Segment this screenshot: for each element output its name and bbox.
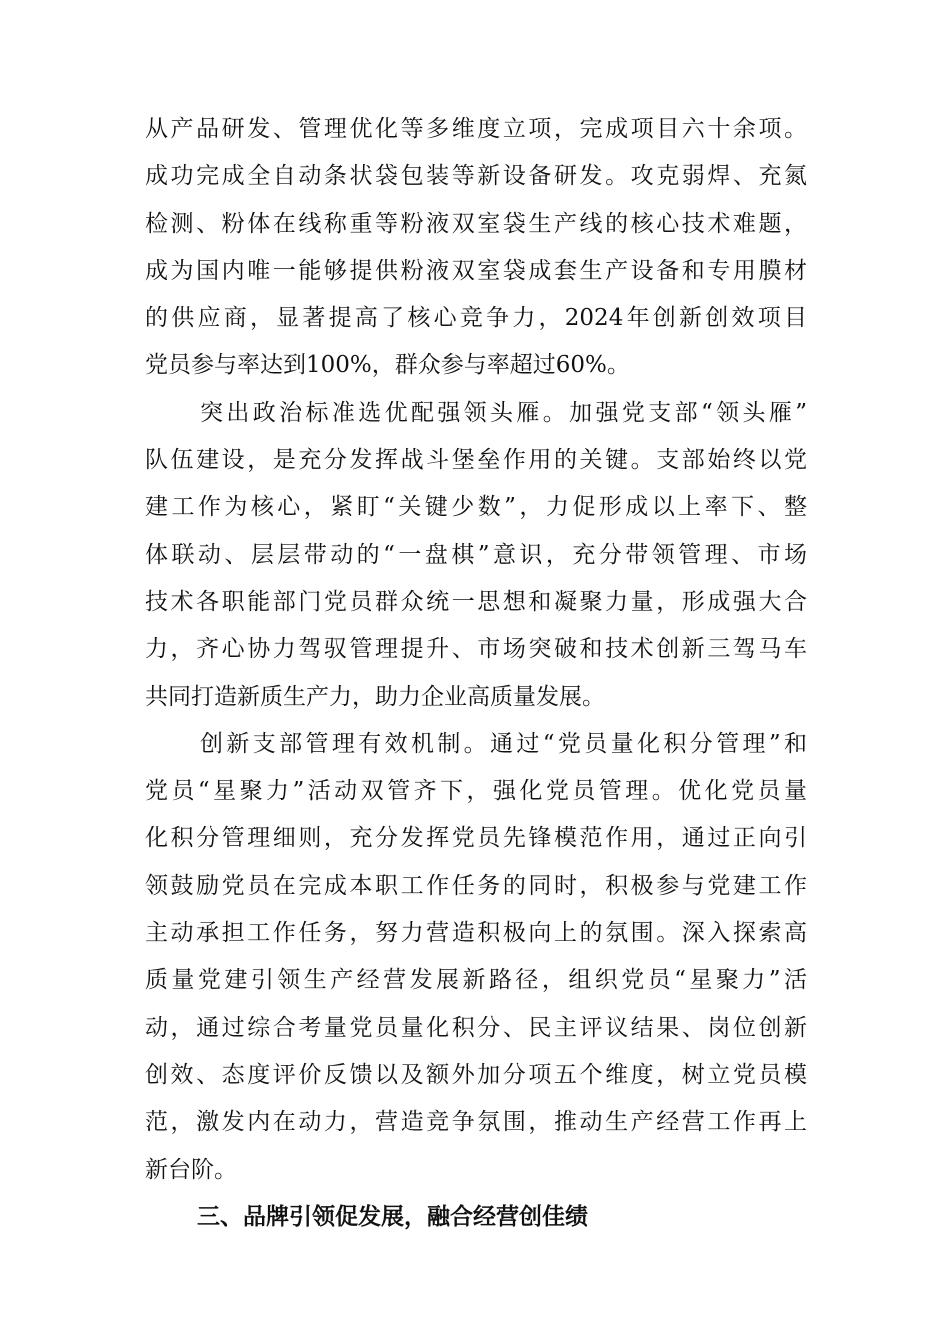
text-line: 党员“星聚力”活动双管齐下，强化党员管理。优化党员量 [145,778,807,805]
text-line: 体联动、层层带动的“一盘棋”意识，充分带领管理、市场 [145,541,807,568]
text-line: 检测、粉体在线称重等粉液双室袋生产线的核心技术难题， [145,210,807,237]
text-line: 范，激发内在动力，营造竞争氛围，推动生产经营工作再上 [145,1109,807,1136]
text-line: 领鼓励党员在完成本职工作任务的同时，积极参与党建工作 [145,872,807,899]
text-line: 主动承担工作任务，努力营造积极向上的氛围。深入探索高 [145,920,807,947]
section-heading: 三、品牌引领促发展，融合经营创佳绩 [197,1203,588,1230]
text-line: 建工作为核心，紧盯“关键少数”，力促形成以上率下、整 [145,494,807,521]
text-line: 共同打造新质生产力，助力企业高质量发展。 [145,683,605,710]
paragraph [145,106,807,390]
text-line: 的供应商，显著提高了核心竞争力，2024年创新创效项目 [145,305,807,332]
text-line: 成功完成全自动条状袋包装等新设备研发。攻克弱焊、充氮 [145,163,807,190]
paragraph [145,390,807,721]
text-line: 突出政治标准选优配强领头雁。加强党支部“领头雁” [200,399,807,426]
text-line: 队伍建设，是充分发挥战斗堡垒作用的关键。支部始终以党 [145,447,807,474]
text-line: 力，齐心协力驾驭管理提升、市场突破和技术创新三驾马车 [145,636,807,663]
text-line: 成为国内唯一能够提供粉液双室袋成套生产设备和专用膜材 [145,257,807,284]
document-page [145,106,807,1241]
text-line: 创效、态度评价反馈以及额外加分项五个维度，树立党员模 [145,1061,807,1088]
document-body [145,106,807,1194]
text-line: 创新支部管理有效机制。通过“党员量化积分管理”和 [200,730,807,757]
paragraph [145,721,807,1194]
text-line: 从产品研发、管理优化等多维度立项，完成项目六十余项。 [145,116,807,142]
text-line: 质量党建引领生产经营发展新路径，组织党员“星聚力”活 [145,967,807,994]
text-line: 化积分管理细则，充分发挥党员先锋模范作用，通过正向引 [145,825,807,852]
text-line: 动，通过综合考量党员量化积分、民主评议结果、岗位创新 [145,1014,807,1041]
text-line: 技术各职能部门党员群众统一思想和凝聚力量，形成强大合 [145,588,807,615]
text-line: 新台阶。 [145,1156,237,1183]
text-line: 党员参与率达到100%，群众参与率超过60%。 [145,352,630,379]
